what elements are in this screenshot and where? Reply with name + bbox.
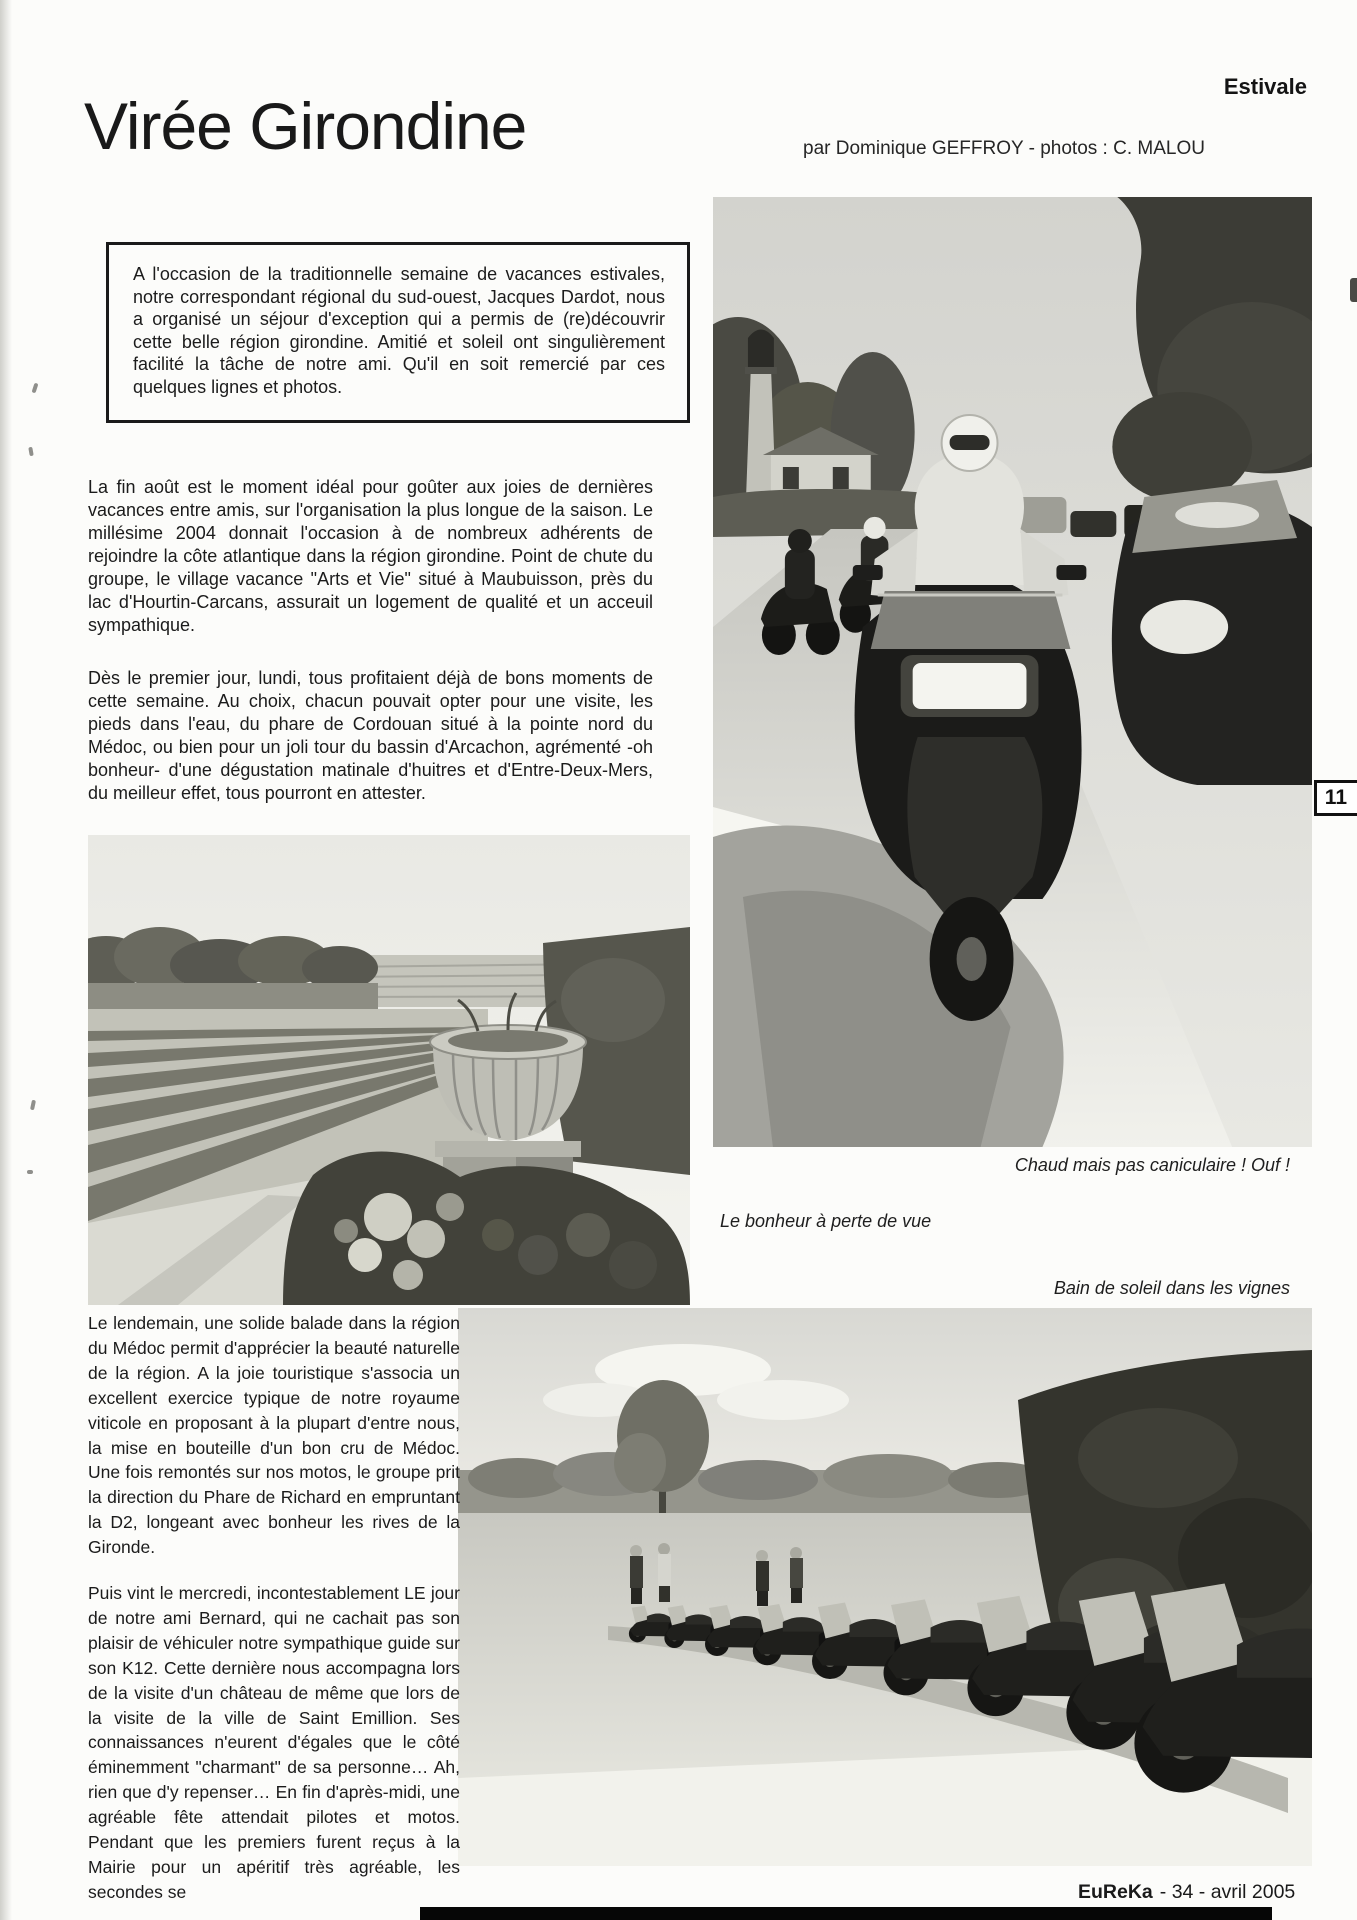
photo-caption-road: Chaud mais pas caniculaire ! Ouf ! <box>1014 1155 1290 1175</box>
intro-text: A l'occasion de la traditionnelle semaine de vacances estivales, notre correspondant régional du sud-ouest, Jacques Dardot, nous a organisé un séjour d'exception qui a permis de (re)découvrir cette belle région girondine. Amitié et soleil ont singulièrement facilité la tâche de notre ami. Qu'il en soit remercié par ces quelques lignes et photos. <box>133 264 665 397</box>
paragraph-3: Le lendemain, une solide balade dans la région du Médoc permit d'apprécier la beauté naturelle de la région. A la joie touristique s'associa un excellent exercice typique de notre royaume viticole en proposant à la plupart d'entre nous, la mise en bouteille d'un bon cru de Médoc. Une fois remontés sur nos motos, le groupe prit la direction du Phare de Richard en empruntant la D2, longeant avec bonheur les rives de la Gironde. <box>88 1313 460 1558</box>
scan-edge-shadow <box>0 0 12 1920</box>
scan-artifact <box>30 1100 36 1111</box>
magazine-name: EuReKa <box>1078 1881 1153 1903</box>
photo-caption-vineyard: Le bonheur à perte de vue <box>720 1211 932 1231</box>
footer <box>1078 1881 1295 1904</box>
page-title: Virée Girondine <box>84 89 527 163</box>
paragraph-4: Puis vint le mercredi, incontestablement LE jour de notre ami Bernard, qui ne cachait pas son plaisir de véhiculer notre sympathique guide sur son K12. Cette dernière nous accompagna lors de la visite d'un château de même que lors de la visite de la ville de Saint Emillion. Ses connaissances n'eurent d'égales que le côté éminemment "charmant" de sa personne… Ah, rien que d'y repenser… En fin d'après-midi, une agréable fête attendait pilotes et motos. Pendant que les premiers furent reçus à la Mairie pour un apéritif très agréable, les secondes se <box>88 1583 460 1902</box>
bottom-bar <box>420 1907 1272 1920</box>
scan-artifact <box>28 447 34 457</box>
page-number: 11 <box>1324 786 1347 809</box>
intro-box <box>106 242 690 423</box>
photo-caption-parking: Bain de soleil dans les vignes <box>1053 1278 1290 1298</box>
scan-artifact <box>32 383 39 394</box>
photo-road-illustration <box>713 197 1312 1147</box>
photo-parking-illustration <box>458 1308 1312 1866</box>
paragraph-1: La fin août est le moment idéal pour goûter aux joies de dernières vacances entre amis, sur l'organisation la plus longue de la saison. Le millésime 2004 donnait l'occasion à de nombreux adhérents de rejoindre la côte atlantique dans la région girondine. Point de chute du groupe, le village vacance "Arts et Vie" situé à Maubuisson, près du lac d'Hourtin-Carcans, assurait un logement de qualité et un acceuil sympathique. <box>88 477 653 635</box>
scan-artifact <box>1350 278 1357 302</box>
photo-motorcycles-road <box>713 197 1312 1147</box>
byline: par Dominique GEFFROY - photos : C. MALOU <box>803 138 1205 159</box>
photo-vineyard <box>88 835 690 1305</box>
scan-artifact <box>27 1170 33 1174</box>
page-number-tab <box>1314 780 1357 816</box>
section-label: Estivale <box>1223 74 1307 99</box>
photo-vineyard-illustration <box>88 835 690 1305</box>
photo-parked-motorcycles <box>458 1308 1312 1866</box>
paragraph-2: Dès le premier jour, lundi, tous profitaient déjà de bons moments de cette semaine. Au choix, chacun pouvait opter pour une visite, les pieds dans l'eau, du phare de Cordouan situé à la pointe nord du Médoc, ou bien pour un joli tour du bassin d'Arcachon, agrémenté -oh bonheur- d'une dégustation matinale d'huitres et d'Entre-Deux-Mers, du meilleur effet, tous pourront en attester. <box>88 668 653 803</box>
issue-info: - 34 - avril 2005 <box>1159 1881 1296 1903</box>
